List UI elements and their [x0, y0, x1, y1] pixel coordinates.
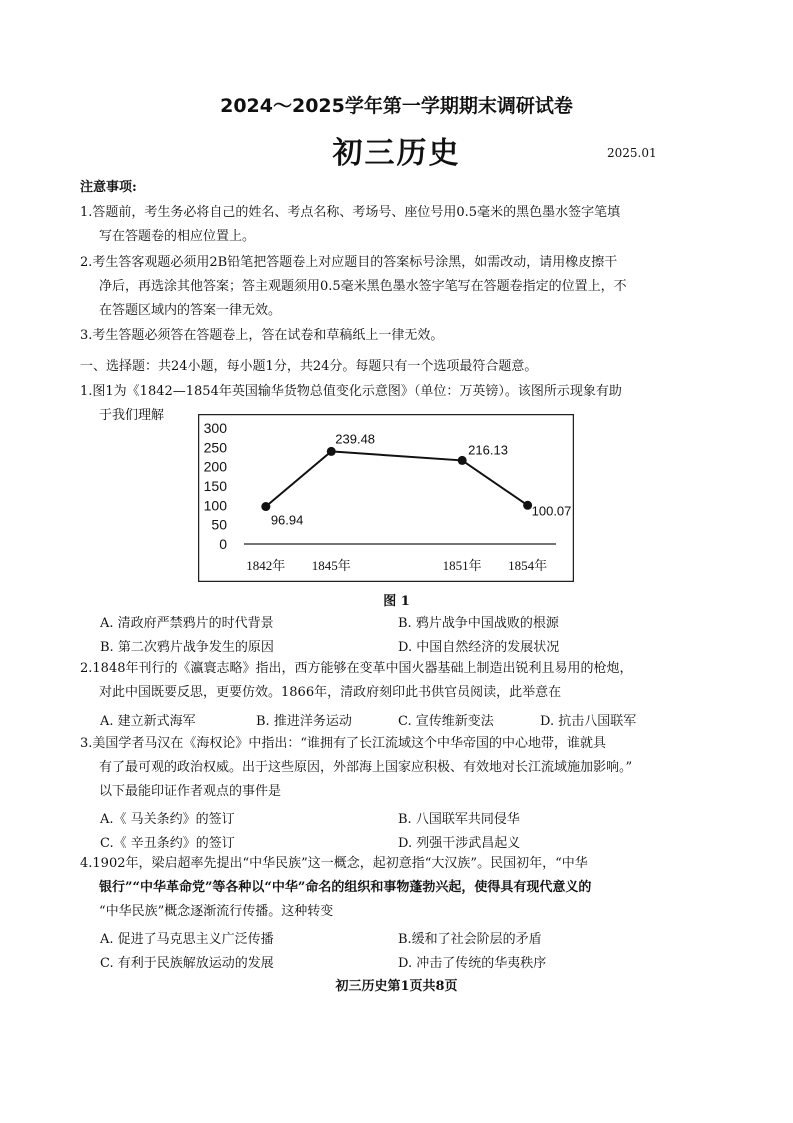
q3-option-a: A.《 马关条约》的签订	[100, 812, 235, 827]
y-tick-label: 200	[203, 458, 227, 475]
q2-option-a: A. 建立新式海军	[100, 714, 196, 729]
y-tick-label: 100	[203, 497, 227, 514]
note-2-line-1: 2.考生答客观题必须用2B铅笔把答题卷上对应题目的答案标号涂黑，如需改动，请用橡皮擦干	[80, 255, 618, 270]
note-2-line-3: 在答题区域内的答案一律无效。	[99, 303, 282, 318]
q4-stem-line-2: 银行”“中华革命党”等各种以“中华”命名的组织和事物蓬勃兴起，使得具有现代意义的	[99, 880, 592, 895]
data-label: 100.07	[531, 503, 572, 519]
x-tick-label: 1842年	[246, 558, 286, 573]
q1-option-c: B. 第二次鸦片战争发生的原因	[100, 640, 274, 655]
subject-title: 初三历史	[332, 136, 461, 171]
data-label: 239.48	[335, 431, 376, 447]
y-tick-label: 250	[203, 439, 227, 456]
q1-option-b: B. 鸦片战争中国战败的根源	[398, 616, 559, 631]
q3-option-d: D. 列强干涉武昌起义	[398, 836, 521, 851]
line-chart	[198, 414, 574, 582]
q1-option-d: D. 中国自然经济的发展状况	[398, 640, 560, 655]
data-point	[327, 447, 336, 456]
y-tick-label: 0	[219, 536, 227, 552]
q4-option-c: C. 有利于民族解放运动的发展	[100, 956, 274, 971]
y-tick-label: 300	[203, 420, 227, 436]
q4-stem-line-3: “中华民族”概念逐渐流行传播。这种转变	[99, 904, 334, 919]
exam-date: 2025.01	[607, 146, 657, 160]
note-2-line-2: 净后，再选涂其他答案；答主观题须用0.5毫米黑色墨水签字笔写在答题卷指定的位置上，不	[99, 279, 627, 294]
x-tick-label: 1851年	[442, 558, 482, 573]
q3-stem-line-2: 有了最可观的政治权威。出于这些原因，外部海上国家应积极、有效地对长江流域施加影响。”	[99, 760, 633, 775]
data-point	[261, 502, 270, 511]
data-label: 96.94	[270, 512, 304, 528]
q3-option-c: C.《 辛丑条约》的签订	[100, 836, 235, 851]
q4-option-a: A. 促进了马克思主义广泛传播	[100, 932, 274, 947]
q2-stem-line-2: 对此中国既要反思，更要仿效。1866年，清政府刻印此书供官员阅读，此举意在	[99, 685, 562, 700]
y-tick-label: 150	[203, 478, 227, 494]
q1-option-a: A. 清政府严禁鸦片的时代背景	[100, 616, 274, 631]
note-1-line-2: 写在答题卷的相应位置上。	[99, 229, 256, 244]
q3-stem-line-1: 3.美国学者马汉在《海权论》中指出：“谁拥有了长江流域这个中华帝国的中心地带，谁就具	[80, 736, 607, 751]
x-tick-label: 1845年	[311, 558, 351, 573]
q4-option-b: B.缓和了社会阶层的矛盾	[398, 932, 542, 947]
q2-option-d: D. 抗击八国联军	[540, 714, 637, 729]
q3-stem-line-3: 以下最能印证作者观点的事件是	[99, 784, 282, 799]
q4-stem-line-1: 4.1902年，梁启超率先提出“中华民族”这一概念，起初意指“大汉族”。民国初年，“中华	[80, 856, 588, 871]
q2-stem-line-1: 2.1848年刊行的《瀛寰志略》指出，西方能够在变革中国火器基础上制造出锐利且易用的枪炮，	[80, 661, 633, 676]
q1-stem-line-2: 于我们理解	[99, 408, 165, 423]
section-heading: 一、选择题：共24小题，每小题1分，共24分。每题只有一个选项最符合题意。	[80, 359, 538, 374]
x-tick-label: 1854年	[508, 558, 548, 573]
q1-stem-line-1: 1.图1为《1842—1854年英国输华货物总值变化示意图》（单位：万英镑）。该图所示现象有助	[80, 384, 622, 399]
note-3: 3.考生答题必须答在答题卷上，答在试卷和草稿纸上一律无效。	[80, 328, 444, 343]
q4-option-d: D. 冲击了传统的华夷秩序	[398, 956, 547, 971]
q3-option-b: B. 八国联军共同侵华	[398, 812, 520, 827]
note-1-line-1: 1.答题前，考生务必将自己的姓名、考点名称、考场号、座位号用0.5毫米的黑色墨水签字笔填	[80, 205, 621, 220]
exam-title: 2024～2025学年第一学期期末调研试卷	[220, 95, 573, 117]
y-tick-label: 50	[211, 516, 227, 533]
q2-option-c: C. 宣传维新变法	[398, 714, 494, 729]
notes-heading: 注意事项:	[80, 180, 137, 195]
q2-option-b: B. 推进洋务运动	[256, 714, 352, 729]
figure-caption: 图 1	[383, 594, 410, 609]
data-point	[458, 456, 467, 465]
page-footer: 初三历史第1页共8页	[335, 979, 458, 994]
data-label: 216.13	[468, 442, 508, 458]
